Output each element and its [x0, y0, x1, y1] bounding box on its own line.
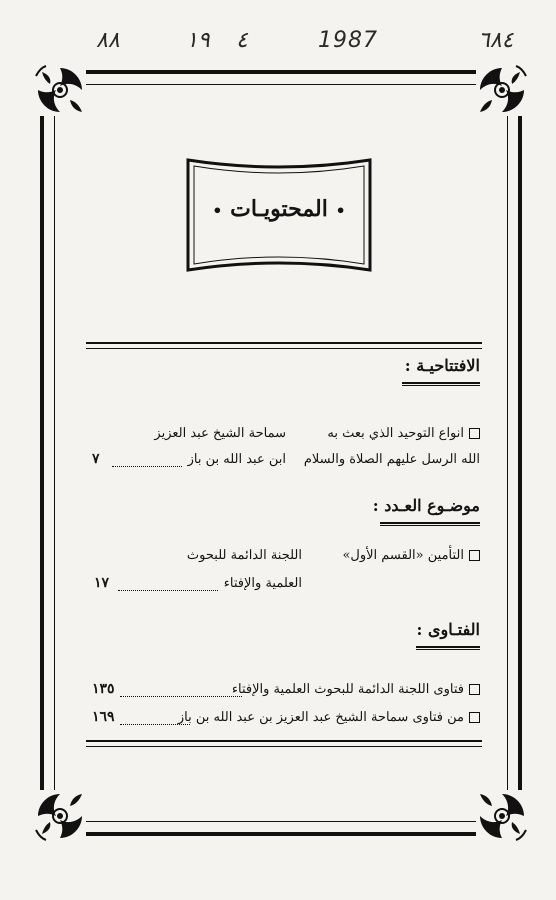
corner-ornament-icon: [474, 62, 530, 118]
page-number[interactable]: ١٧: [94, 575, 110, 591]
checkbox-square-icon: [469, 684, 480, 695]
handwritten-note: 1987: [318, 28, 378, 53]
handwritten-note: ٦٨٤: [478, 28, 514, 53]
handwritten-note: ١٩: [186, 28, 210, 53]
dot-leader: [118, 590, 218, 591]
dot-leader: [112, 466, 182, 467]
toc-entry-title-cont: الله الرسل عليهم الصلاة والسلام: [303, 452, 480, 467]
handwritten-note: ٨٨: [96, 28, 120, 53]
divider-rule: [86, 342, 482, 349]
section-heading: الفتـاوى :: [416, 620, 480, 639]
section-heading: موضـوع العـدد :: [372, 496, 480, 515]
checkbox-square-icon: [469, 550, 480, 561]
page-number[interactable]: ١٦٩: [92, 709, 115, 725]
section-underline: [416, 646, 480, 650]
toc-entry-title[interactable]: فتاوى اللجنة الدائمة للبحوث العلمية والإفتاء: [232, 682, 480, 697]
dot-leader: [120, 724, 190, 725]
page-number[interactable]: ١٣٥: [92, 681, 115, 697]
section-underline: [402, 382, 480, 386]
title-bullet: •: [335, 201, 346, 220]
corner-ornament-icon: [474, 788, 530, 844]
checkbox-square-icon: [469, 712, 480, 723]
toc-entry-title[interactable]: انواع التوحيد الذي بعث به: [327, 426, 480, 441]
dot-leader: [120, 696, 242, 697]
checkbox-square-icon: [469, 428, 480, 439]
divider-rule: [86, 740, 482, 747]
section-heading: الافتتاحيـة :: [404, 356, 480, 375]
page-title-text: المحتويـات: [230, 196, 328, 222]
page-number[interactable]: ٧: [92, 451, 100, 467]
toc-entry-author-cont: ابن عبد الله بن باز: [187, 452, 286, 467]
toc-entry-author: سماحة الشيخ عبد العزيز: [154, 426, 286, 441]
handwritten-note: ٤: [236, 28, 248, 53]
toc-entry-title[interactable]: التأمين «القسم الأول»: [342, 548, 480, 563]
toc-entry-title[interactable]: من فتاوى سماحة الشيخ عبد العزيز بن عبد الله بن باز: [178, 710, 480, 725]
corner-ornament-icon: [32, 62, 88, 118]
toc-entry-author-cont: العلمية والإفتاء: [223, 576, 302, 591]
corner-ornament-icon: [32, 788, 88, 844]
title-bullet: •: [212, 201, 223, 220]
toc-entry-author: اللجنة الدائمة للبحوث: [186, 548, 302, 563]
page-title: [184, 196, 374, 222]
section-underline: [380, 522, 480, 526]
